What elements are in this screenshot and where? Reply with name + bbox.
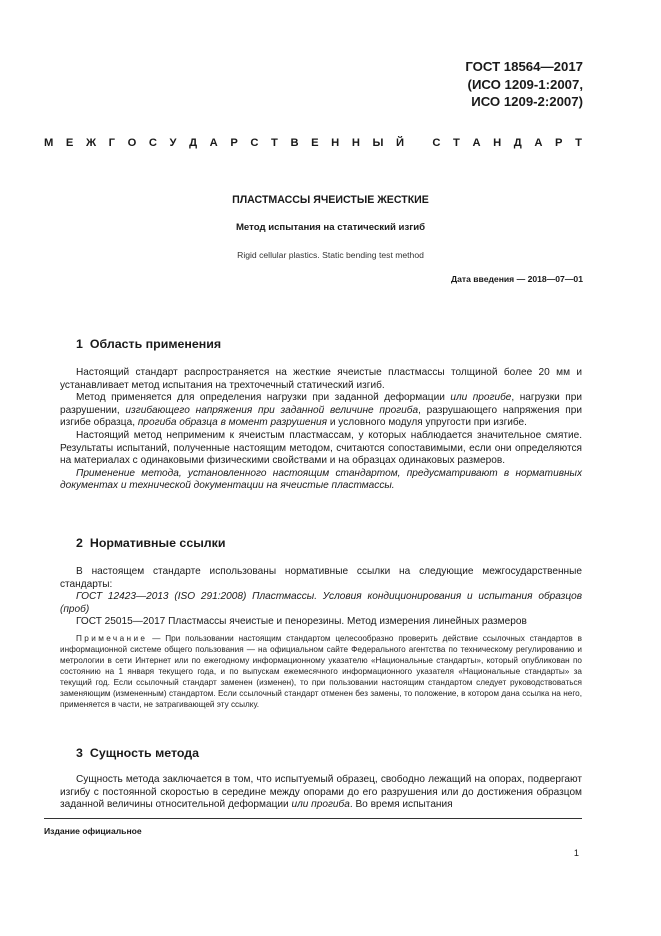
interstate-letter: Ы [372, 137, 384, 149]
document-subtitle: Метод испытания на статический изгиб [235, 222, 426, 233]
interstate-letter: Г [108, 137, 115, 149]
interstate-letter: Н [351, 137, 360, 149]
page-number: 1 [573, 848, 579, 858]
section-1-body [60, 367, 582, 493]
gost-code-line3: ИСО 1209-2:2007) [471, 94, 583, 109]
section-1-paragraph-2: Метод применяется для определения нагрузки при заданной деформации или прогибе, нагрузки при разрушении, изгибающего напряжения при заданной величине прогиба, разрушающего напряжения при изгибе образца, прогиба образца в момент разрушения и условного модуля упругости при изгибе. [60, 392, 583, 429]
section-3-paragraph-1: Сущность метода заключается в том, что испытуемый образец, свободно лежащий на опорах, подвергают изгибу с постоянной скоростью в середине между опорами до его разрушения или до достижения образцом заданной величины относительной деформации или прогиба. Во время испытания [60, 774, 582, 811]
gost-code [465, 58, 583, 111]
section-2-number: 2 [76, 536, 83, 550]
section-2-heading [76, 536, 225, 550]
introduction-date: Дата введения — 2018—07—01 [450, 274, 583, 284]
interstate-letter: Н [331, 137, 340, 149]
interstate-letter: Д [513, 137, 522, 149]
section-2-body [60, 566, 582, 629]
interstate-letter: Р [555, 137, 563, 149]
section-2-title: Нормативные ссылки [89, 536, 226, 550]
footer-divider [44, 818, 582, 819]
note-label: Примечание [76, 634, 148, 643]
official-edition-label: Издание официальное [44, 826, 142, 836]
interstate-letter: А [209, 137, 218, 149]
section-3-number: 3 [76, 746, 83, 760]
section-1-paragraph-1: Настоящий стандарт распространяется на жесткие ячеистые пластмассы толщиной более 20 мм и устанавливает метод испытания на трехточечный статический изгиб. [60, 367, 582, 391]
interstate-letter: М [44, 137, 54, 149]
interstate-letter: Т [575, 137, 582, 149]
gost-code-line2: (ИСО 1209-1:2007, [467, 76, 583, 92]
interstate-letter: Р [230, 137, 238, 149]
normative-reference-2: ГОСТ 25015—2017 Пластмассы ячеистые и пенорезины. Метод измерения линейных размеров [76, 616, 527, 628]
interstate-letter: Ж [85, 137, 97, 149]
document-title-english: Rigid cellular plastics. Static bending test method [237, 250, 424, 260]
interstate-letter: А [534, 137, 543, 149]
note-text: — При пользовании настоящим стандартом целесообразно проверить действие ссылочных стандартов в информационной системе общего пользования — на официальном сайте Федерального агентства по техническому регулированию и метрологии в сети Интернет или по ежегодному информационному указателю «Национальные стандарты», который опубликован по состоянию на 1 января текущего года, и по выпускам ежемесячного информационного указателя «Национальные стандарты» за текущий год. Если ссылочный стандарт заменен (изменен), то при пользовании настоящим стандартом следует руководствоваться заменяющим (измененным) стандартом. Если ссылочный стандарт отменен без замены, то положение, в котором дана ссылка на него, применяется в части, не затрагивающей эту ссылку. [60, 634, 582, 709]
section-1-number: 1 [76, 337, 83, 351]
interstate-letter: Т [271, 137, 278, 149]
interstate-letter: А [472, 137, 481, 149]
interstate-standard-banner [44, 137, 582, 149]
section-1-paragraph-4: Применение метода, установленного настоящим стандартом, предусматривают в нормативных документах и технической документации на ячеистые пластмассы. [60, 467, 582, 492]
interstate-letter: Е [311, 137, 319, 149]
section-3-title: Сущность метода [89, 746, 200, 760]
interstate-letter: В [290, 137, 299, 149]
section-3-body [60, 774, 582, 812]
normative-reference-1: ГОСТ 12423—2013 (ISO 291:2008) Пластмассы. Условия кондиционирования и испытания образцов (проб) [60, 591, 582, 615]
section-2-note [60, 633, 582, 710]
interstate-letter: Н [493, 137, 502, 149]
interstate-letter: У [169, 137, 177, 149]
interstate-letter: О [127, 137, 137, 149]
section-1-title: Область применения [89, 337, 222, 351]
gost-code-line1: ГОСТ 18564—2017 [465, 59, 583, 74]
interstate-letter: Е [65, 137, 74, 149]
section-3-heading [76, 746, 199, 760]
interstate-letter: С [250, 137, 259, 149]
section-2-paragraph-1: В настоящем стандарте использованы нормативные ссылки на следующие межгосударственные стандарты: [60, 566, 582, 590]
interstate-letter: С [148, 137, 157, 149]
interstate-letter: С [432, 137, 441, 149]
section-1-paragraph-3: Настоящий метод неприменим к ячеистым пластмассам, у которых наблюдается значительное смятие. Результаты испытаний, полученные настоящим методом, считаются сопоставимыми, если они определяются на материалах с одинаковыми физическими свойствами и на образцах одинаковых размеров. [60, 429, 582, 467]
interstate-letter: Й [396, 137, 405, 149]
document-title: ПЛАСТМАССЫ ЯЧЕИСТЫЕ ЖЕСТКИЕ [232, 194, 429, 206]
interstate-letter: Д [189, 137, 198, 149]
interstate-letter: Т [453, 137, 460, 149]
section-1-heading [76, 337, 221, 351]
interstate-letter [417, 137, 420, 149]
